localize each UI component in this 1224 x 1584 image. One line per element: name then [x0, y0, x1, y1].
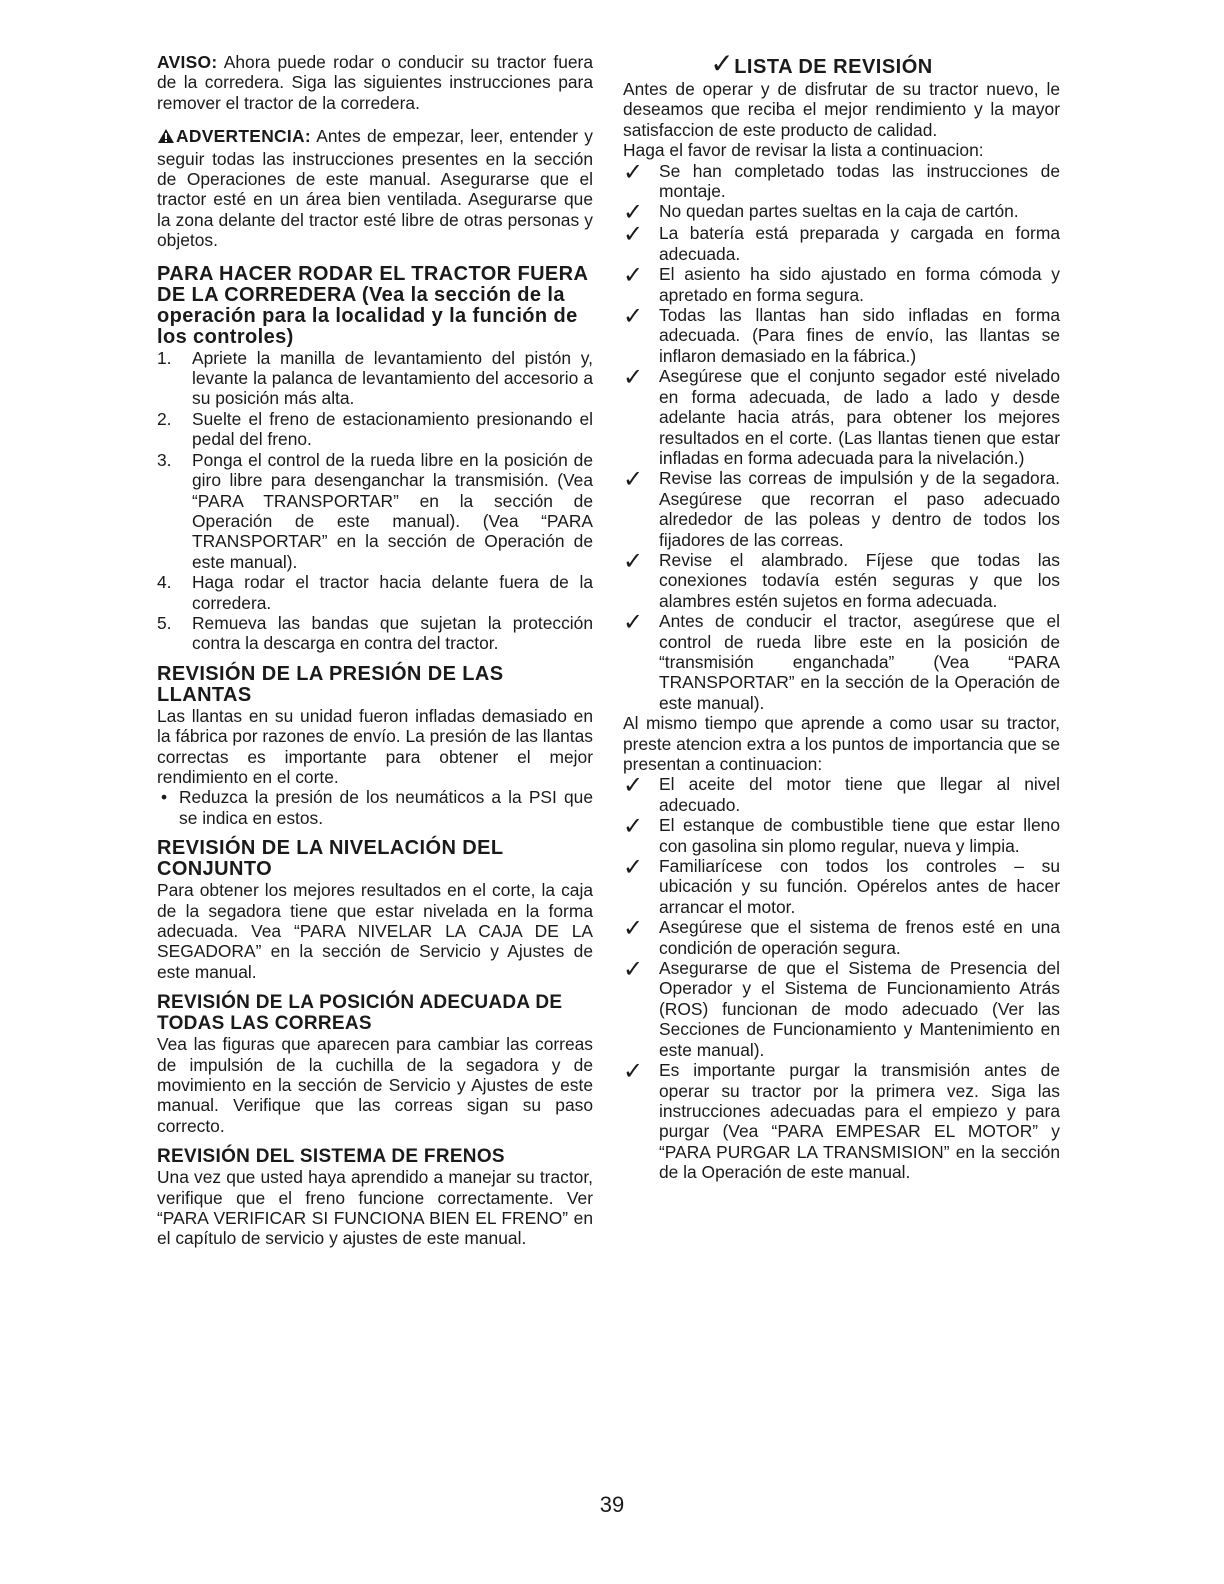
checklist-item — [623, 1057, 1060, 1183]
llantas-bullet-text: Reduzca la presión de los neumáticos a la PSI que se indica en estos. — [179, 787, 593, 828]
lista-heading-text: LISTA DE REVISIÓN — [734, 56, 933, 78]
checklist-item — [623, 853, 1060, 917]
frenos-text: Una vez que usted haya aprendido a manejar su tractor, verifique que el freno funcione correctamente. Ver “PARA VERIFICAR SI FUNCIONA BIEN EL FRENO” en el capítulo de servicio y ajustes de este manual. — [157, 1167, 593, 1249]
rodar-steps-list — [157, 348, 593, 654]
step-text: Apriete la manilla de levantamiento del pistón y, levante la palanca de levantamiento del accesorio a su posición más alta. — [192, 347, 593, 409]
lista-heading — [583, 47, 1060, 80]
checklist-text: Familiarícese con todos los controles – su ubicación y su función. Opérelos antes de hacer arrancar el motor. — [659, 856, 1060, 917]
checklist-item — [623, 302, 1060, 366]
llantas-heading: REVISIÓN DE LA PRESIÓN DE LAS LLANTAS — [157, 662, 504, 706]
checklist-item — [623, 363, 1060, 468]
step-number: 1. — [157, 347, 172, 368]
check-icon: ✓ — [623, 771, 644, 800]
step-number: 5. — [157, 612, 172, 633]
check-icon: ✓ — [623, 853, 644, 882]
checklist-text: El asiento ha sido ajustado en forma cómoda y apretado en forma segura. — [659, 264, 1060, 305]
step-item — [157, 409, 593, 450]
bullet-icon: • — [161, 787, 168, 808]
checklist-text: Asegúrese que el conjunto segador esté nivelado en forma adecuada, de lado a lado y desde adelante hacia atrás, para obtener los mejores resultados en el corte. (Las llantas tienen que estar infladas en forma adecuada para la nivelación.) — [659, 366, 1060, 468]
check-icon: ✓ — [623, 198, 644, 227]
checklist-item — [623, 261, 1060, 305]
checklist-text: El aceite del motor tiene que llegar al nivel adecuado. — [659, 774, 1060, 815]
aviso-text: Ahora puede rodar o conducir su tractor fuera de la corredera. Siga las siguientes instrucciones para remover el tractor de la corredera. — [157, 52, 593, 113]
correas-heading: REVISIÓN DE LA POSICIÓN ADECUADA DE TODAS LAS CORREAS — [157, 992, 563, 1035]
left-column — [157, 52, 593, 1249]
page-number: 39 — [599, 1492, 625, 1517]
advertencia-text: Antes de empezar, leer, entender y seguir todas las instrucciones presentes en la sección de Operaciones de este manual. Asegurarse que el tractor esté en un área bien ventilada. Asegurarse que la zona delante del tractor esté libre de otras personas y objetos. — [157, 126, 593, 251]
checklist-text: Antes de conducir el tractor, asegúrese que el control de rueda libre este en la posición de “transmisión enganchada” (Vea “PARA TRANSPORTAR” en la sección de la Operación de este manual). — [659, 611, 1060, 713]
check-icon: ✓ — [623, 1057, 644, 1086]
step-item — [157, 572, 593, 613]
checklist-item — [623, 220, 1060, 264]
step-text: Ponga el control de la rueda libre en la posición de giro libre para desenganchar la transmisión. (Vea “PARA TRANSPORTAR” en la sección de Operación de este manual). (Vea “PARA TRANSPORTAR” en la sección de Operación de este manual). — [192, 449, 593, 572]
checklist-text: Asegúrese que el sistema de frenos esté en una condición de operación segura. — [659, 917, 1060, 958]
nivelacion-heading: REVISIÓN DE LA NIVELACIÓN DEL CONJUNTO — [157, 837, 504, 881]
check-icon: ✓ — [623, 157, 644, 186]
aviso-paragraph — [157, 52, 593, 113]
check-icon: ✓ — [623, 465, 644, 494]
frenos-heading: REVISIÓN DEL SISTEMA DE FRENOS — [157, 1146, 505, 1168]
checklist-text: El estanque de combustible tiene que estar lleno con gasolina sin plomo regular, nueva y limpia. — [659, 815, 1060, 856]
step-text: Haga rodar el tractor hacia delante fuera de la corredera. — [192, 572, 593, 613]
step-text: Remueva las bandas que sujetan la protección contra la descarga en contra del tractor. — [192, 612, 593, 654]
checklist-text: Revise las correas de impulsión y de la segadora. Asegúrese que recorran el paso adecuado alrededor de las poleas y dentro de todos los fijadores de las correas. — [659, 468, 1060, 550]
checklist-text: Todas las llantas han sido infladas en forma adecuada. (Para fines de envío, las llantas se inflaron demasiado en la fábrica.) — [659, 305, 1060, 366]
checklist-text: Es importante purgar la transmisión antes de operar su tractor por la primera vez. Siga las instrucciones adecuadas para el empiezo y para purgar (Vea “PARA EMPESAR EL MOTOR” y “PARA PURGAR LA TRANSMISION” en la sección de la Operación de este manual. — [659, 1060, 1060, 1183]
warning-icon — [157, 128, 175, 148]
checklist-text: Se han completado todas las instrucciones de montaje. — [659, 160, 1060, 202]
advertencia-label: ADVERTENCIA: — [176, 126, 311, 147]
checklist-item — [623, 198, 1060, 227]
llantas-bullet-list — [157, 787, 593, 828]
nivelacion-text: Para obtener los mejores resultados en el corte, la caja de la segadora tiene que estar nivelada en la forma adecuada. Vea “PARA NIVELAR LA CAJA DE LA SEGADORA” en la sección de Servicio y Ajustes de este manual. — [157, 880, 593, 982]
check-icon: ✓ — [623, 261, 644, 290]
checklist-text: La batería está preparada y cargada en forma adecuada. — [659, 223, 1060, 264]
llantas-text: Las llantas en su unidad fueron infladas demasiado en la fábrica por razones de envío. La presión de las llantas correctas es importante para obtener el mejor rendimiento en el corte. — [157, 705, 593, 787]
step-number: 2. — [157, 408, 172, 429]
checklist-item — [623, 914, 1060, 958]
check-icon: ✓ — [623, 220, 644, 249]
advertencia-paragraph — [157, 126, 593, 250]
check-icon: ✓ — [623, 363, 644, 392]
check-icon: ✓ — [623, 812, 644, 841]
checklist-2 — [623, 771, 1060, 1183]
checklist-text: Asegurarse de que el Sistema de Presencia del Operador y el Sistema de Funcionamiento Atrás (ROS) funcionan de modo adecuado (Ver las Secciones de Funcionamiento y Mantenimiento en este manual). — [659, 958, 1060, 1060]
lista-intro2: Haga el favor de revisar la lista a continuacion: — [623, 140, 984, 161]
checklist-1 — [623, 157, 1060, 714]
correas-text: Vea las figuras que aparecen para cambiar las correas de impulsión de la cuchilla de la segadora y de movimiento en la sección de Servicio y Ajustes de este manual. Verifique que las correas sigan su paso correcto. — [157, 1034, 593, 1136]
check-icon: ✓ — [623, 955, 644, 984]
checklist-item — [623, 771, 1060, 815]
step-item — [157, 348, 593, 409]
lista-intro: Antes de operar y de disfrutar de su tractor nuevo, le deseamos que reciba el mejor rendimiento y la mayor satisfaccion de este producto de calidad. — [623, 79, 1060, 140]
checklist-text: Revise el alambrado. Fíjese que todas las conexiones todavía estén seguras y que los alambres estén sujetos en forma adecuada. — [659, 549, 1060, 611]
checklist-item — [623, 157, 1060, 202]
check-icon: ✓ — [623, 546, 644, 575]
step-number: 4. — [157, 572, 172, 593]
checklist-item — [623, 955, 1060, 1060]
checklist-item — [623, 546, 1060, 611]
lista-middle: Al mismo tiempo que aprende a como usar su tractor, preste atencion extra a los puntos de importancia que se presentan a continuacion: — [623, 713, 1060, 774]
check-icon: ✓ — [623, 608, 644, 637]
rodar-heading: PARA HACER RODAR EL TRACTOR FUERA DE LA CORREDERA (Vea la sección de la operación para la localidad y la función de los controles) — [157, 262, 588, 348]
aviso-label: AVISO: — [157, 52, 218, 72]
list-item — [157, 787, 593, 828]
checklist-item — [623, 465, 1060, 550]
check-icon: ✓ — [710, 47, 735, 80]
right-column — [623, 47, 1060, 1183]
checklist-item — [623, 608, 1060, 713]
checklist-item — [623, 812, 1060, 856]
check-icon: ✓ — [623, 302, 644, 331]
step-item — [157, 450, 593, 572]
checklist-text: No quedan partes sueltas en la caja de cartón. — [659, 201, 1019, 222]
check-icon: ✓ — [623, 914, 644, 943]
step-text: Suelte el freno de estacionamiento presionando el pedal del freno. — [192, 408, 593, 450]
step-item — [157, 613, 593, 654]
step-number: 3. — [157, 449, 172, 470]
